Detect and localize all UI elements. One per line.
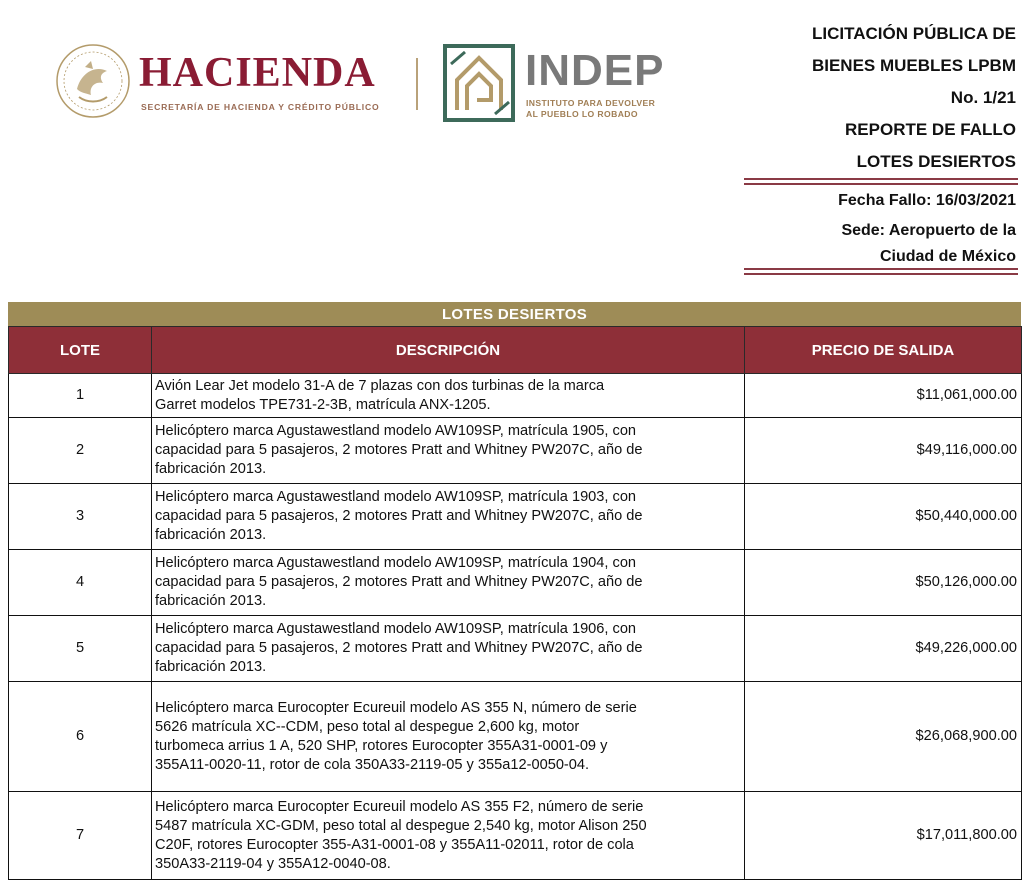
hacienda-subtitle: SECRETARÍA DE HACIENDA Y CRÉDITO PÚBLICO bbox=[141, 102, 380, 112]
lote-number: 3 bbox=[9, 484, 152, 550]
lote-description bbox=[152, 550, 745, 616]
table-body bbox=[9, 374, 1022, 880]
lote-number: 2 bbox=[9, 418, 152, 484]
description-line: fabricación 2013. bbox=[155, 659, 267, 675]
description-line: C20F, rotores Eurocopter 355-A31-0001-08 y 355A11-02011, rotor de cola bbox=[155, 836, 634, 853]
lote-description bbox=[152, 682, 745, 792]
precio-salida: $17,011,800.00 bbox=[745, 792, 1022, 880]
lote-number: 4 bbox=[9, 550, 152, 616]
report-line-1: REPORTE DE FALLO bbox=[845, 120, 1016, 139]
description-line: capacidad para 5 pasajeros, 2 motores Pratt and Whitney PW207C, año de bbox=[155, 508, 643, 524]
lotes-table bbox=[8, 326, 1022, 880]
mexican-coat-of-arms-icon bbox=[55, 43, 131, 119]
table-row bbox=[9, 374, 1022, 418]
sede-line-2: Ciudad de México bbox=[879, 248, 1016, 265]
logo-area bbox=[55, 40, 695, 130]
lotes-table-section bbox=[8, 302, 1021, 880]
table-row bbox=[9, 792, 1022, 880]
title-line-3: No. 1/21 bbox=[950, 88, 1016, 107]
sede-line-1: Sede: Aeropuerto de la bbox=[841, 222, 1016, 239]
column-header-descripcion: DESCRIPCIÓN bbox=[152, 327, 745, 374]
header-rule-bottom bbox=[744, 268, 1018, 275]
table-row bbox=[9, 550, 1022, 616]
column-header-lote: LOTE bbox=[9, 327, 152, 374]
table-row bbox=[9, 484, 1022, 550]
description-line: fabricación 2013. bbox=[155, 593, 267, 609]
title-line-1: LICITACIÓN PÚBLICA DE bbox=[812, 24, 1016, 43]
indep-subtitle-line-2: AL PUEBLO LO ROBADO bbox=[526, 109, 639, 119]
description-line: 5626 matrícula XC--CDM, peso total al despegue 2,600 kg, motor bbox=[155, 718, 580, 735]
indep-logo-icon bbox=[443, 44, 515, 122]
table-header-row bbox=[9, 327, 1022, 374]
precio-salida: $50,440,000.00 bbox=[745, 484, 1022, 550]
description-line: Helicóptero marca Agustawestland modelo AW109SP, matrícula 1906, con bbox=[155, 621, 637, 637]
precio-salida: $49,116,000.00 bbox=[745, 418, 1022, 484]
logo-divider bbox=[416, 58, 418, 110]
description-line: Helicóptero marca Agustawestland modelo AW109SP, matrícula 1904, con bbox=[155, 555, 637, 571]
lote-number: 5 bbox=[9, 616, 152, 682]
indep-logo-text: INDEP bbox=[525, 46, 665, 95]
description-line: Garret modelos TPE731-2-3B, matrícula ANX-1205. bbox=[155, 396, 491, 413]
description-line: fabricación 2013. bbox=[155, 461, 267, 477]
description-line: Helicóptero marca Eurocopter Ecureuil modelo AS 355 N, número de serie bbox=[155, 699, 637, 716]
table-row bbox=[9, 616, 1022, 682]
lote-description bbox=[152, 792, 745, 880]
lote-number: 6 bbox=[9, 682, 152, 792]
report-line-2: LOTES DESIERTOS bbox=[856, 152, 1016, 171]
description-line: Helicóptero marca Agustawestland modelo AW109SP, matrícula 1905, con bbox=[155, 423, 637, 439]
lote-number: 1 bbox=[9, 374, 152, 418]
indep-subtitle bbox=[526, 98, 655, 120]
precio-salida: $50,126,000.00 bbox=[745, 550, 1022, 616]
lote-description bbox=[152, 418, 745, 484]
indep-subtitle-line-1: INSTITUTO PARA DEVOLVER bbox=[526, 98, 656, 108]
description-line: Helicóptero marca Agustawestland modelo AW109SP, matrícula 1903, con bbox=[155, 489, 637, 505]
sede bbox=[756, 218, 1016, 270]
lote-description bbox=[152, 484, 745, 550]
precio-salida: $11,061,000.00 bbox=[745, 374, 1022, 418]
column-header-precio: PRECIO DE SALIDA bbox=[745, 327, 1022, 374]
hacienda-logo-text: HACIENDA bbox=[139, 50, 376, 96]
description-line: fabricación 2013. bbox=[155, 527, 267, 543]
description-line: 5487 matrícula XC-GDM, peso total al despegue 2,540 kg, motor Alison 250 bbox=[155, 817, 647, 834]
table-row bbox=[9, 682, 1022, 792]
document-title-block bbox=[716, 18, 1016, 178]
description-line: Helicóptero marca Eurocopter Ecureuil modelo AS 355 F2, número de serie bbox=[155, 798, 644, 815]
description-line: Avión Lear Jet modelo 31-A de 7 plazas con dos turbinas de la marca bbox=[155, 377, 605, 394]
description-line: capacidad para 5 pasajeros, 2 motores Pratt and Whitney PW207C, año de bbox=[155, 640, 643, 656]
description-line: capacidad para 5 pasajeros, 2 motores Pratt and Whitney PW207C, año de bbox=[155, 442, 643, 458]
lote-description bbox=[152, 616, 745, 682]
fecha-fallo: Fecha Fallo: 16/03/2021 bbox=[838, 192, 1016, 209]
title-line-2: BIENES MUEBLES LPBM bbox=[811, 56, 1016, 75]
description-line: 355A11-0020-11, rotor de cola 350A33-2119-05 y 355a12-0050-04. bbox=[155, 756, 590, 773]
description-line: 350A33-2119-04 y 355A12-0040-08. bbox=[155, 855, 391, 872]
section-title: LOTES DESIERTOS bbox=[8, 302, 1021, 326]
header-rule-top bbox=[744, 178, 1018, 185]
precio-salida: $49,226,000.00 bbox=[745, 616, 1022, 682]
precio-salida: $26,068,900.00 bbox=[745, 682, 1022, 792]
lote-number: 7 bbox=[9, 792, 152, 880]
description-line: turbomeca arrius 1 A, 520 SHP, rotores Eurocopter 355A31-0001-09 y bbox=[155, 737, 608, 754]
table-row bbox=[9, 418, 1022, 484]
description-line: capacidad para 5 pasajeros, 2 motores Pratt and Whitney PW207C, año de bbox=[155, 574, 643, 590]
lote-description bbox=[152, 374, 745, 418]
